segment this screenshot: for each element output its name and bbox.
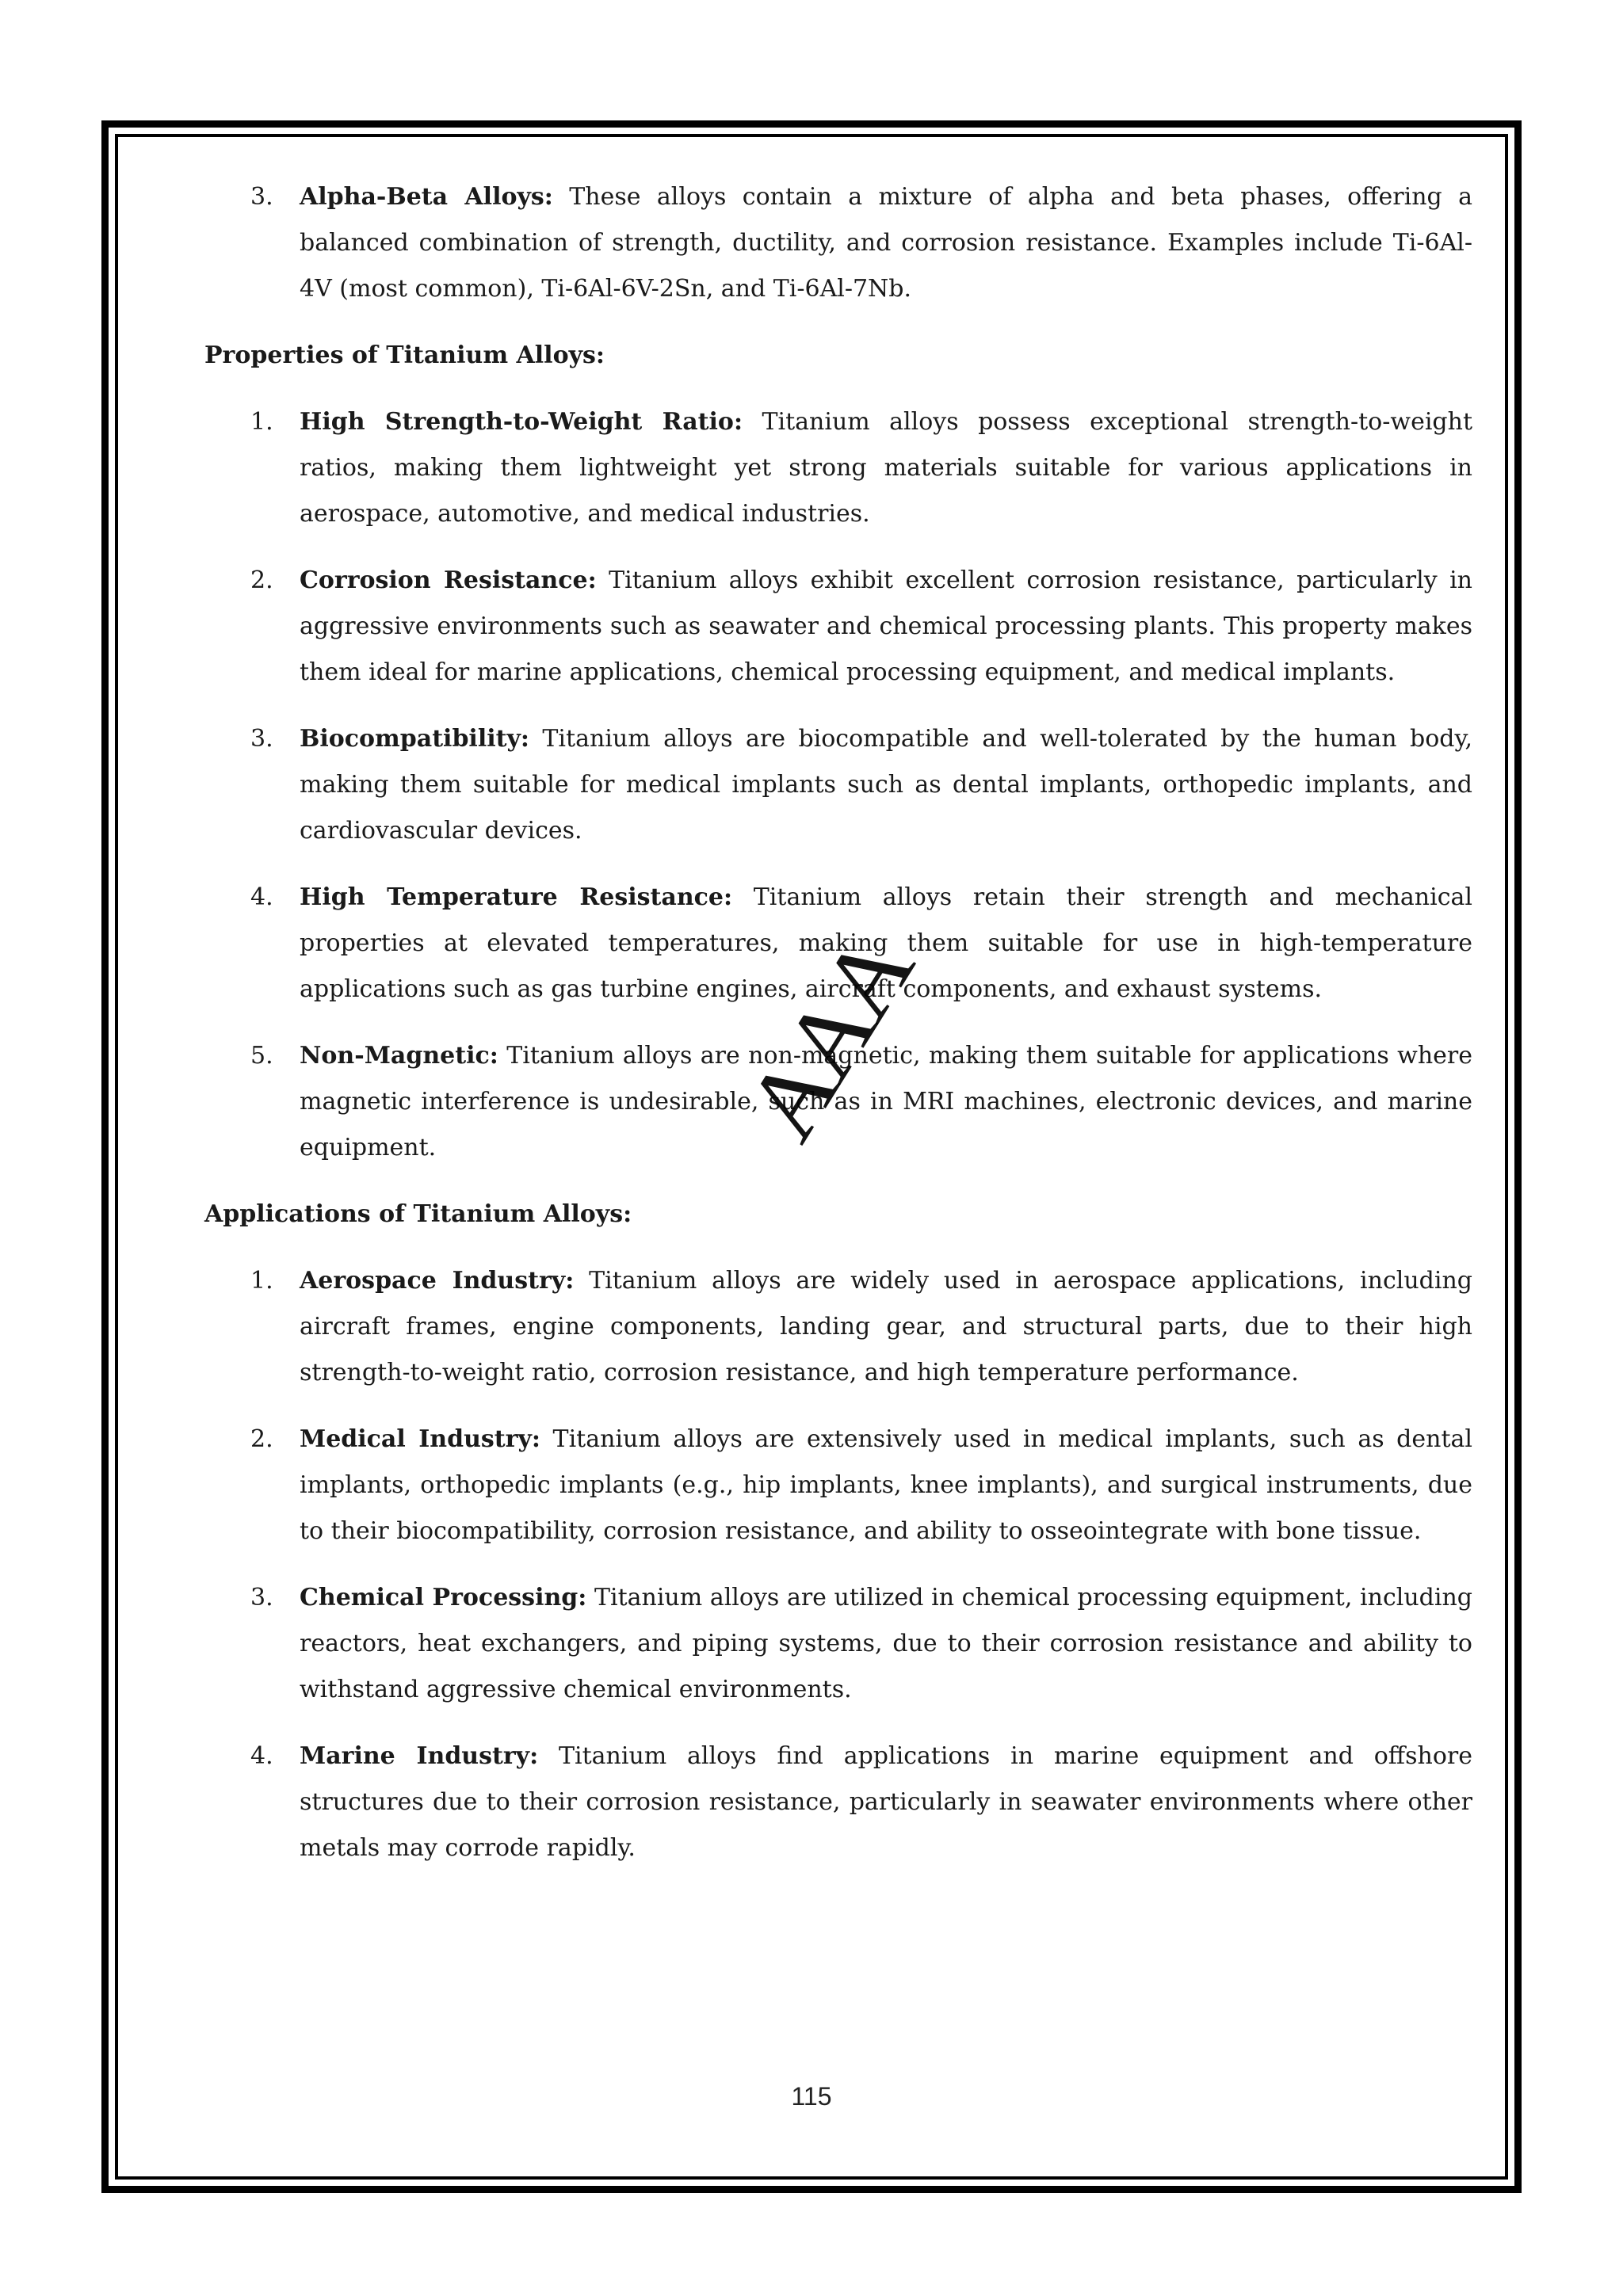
item-term: Medical Industry:	[300, 1425, 540, 1453]
item-text: Titanium alloys are utilized in chemical processing equipment, including reactors, heat exchangers, and piping systems, due to their corrosion resistance and ability to withstand aggressive chemical environments.	[300, 1584, 1472, 1703]
item-text: Titanium alloys retain their strength and mechanical properties at elevated temperatures, making them suitable for use in high-temperature applications such as gas turbine engines, aircraft components, and exhaust systems.	[300, 883, 1473, 1003]
watermark: AAA	[724, 917, 935, 1159]
list-number: 3.	[250, 183, 273, 211]
item-text: Titanium alloys are biocompatible and well-tolerated by the human body, making them suitable for medical implants such as dental implants, orthopedic implants, and cardiovascular devices.	[300, 725, 1472, 845]
item-text: Titanium alloys are non-magnetic, making them suitable for applications where magnetic interference is undesirable, such as in MRI machines, electronic devices, and marine equipment.	[300, 1042, 1472, 1161]
item-term: Biocompatibility:	[300, 725, 529, 753]
section-heading-properties: Properties of Titanium Alloys:	[204, 341, 605, 369]
property-item	[204, 558, 1472, 696]
item-term: High Temperature Resistance:	[300, 883, 733, 911]
page-number: 115	[791, 2082, 832, 2111]
item-text: Titanium alloys possess exceptional strength-to-weight ratios, making them lightweight yet strong materials suitable for various applications in aerospace, automotive, and medical industries.	[300, 408, 1472, 528]
item-term: Aerospace Industry:	[300, 1267, 575, 1295]
list-number: 4.	[250, 883, 273, 911]
item-term: Chemical Processing:	[300, 1584, 587, 1611]
list-number: 3.	[250, 725, 273, 753]
item-term: Corrosion Resistance:	[300, 566, 597, 594]
item-text: Titanium alloys are widely used in aerospace applications, including aircraft frames, engine components, landing gear, and structural parts, due to their high strength-to-weight ratio, corrosion resistance, and high temperature performance.	[300, 1267, 1472, 1386]
list-number: 5.	[250, 1042, 273, 1070]
list-number: 2.	[250, 1425, 273, 1453]
item-text: Titanium alloys are extensively used in medical implants, such as dental implants, orthopedic implants (e.g., hip implants, knee implants), and surgical instruments, due to their biocompatibility, corrosion resistance, and ability to osseointegrate with bone tissue.	[300, 1425, 1472, 1545]
list-number: 1.	[250, 408, 273, 436]
alloy-type-item	[204, 174, 1472, 312]
application-item	[204, 1417, 1472, 1554]
item-text: Titanium alloys find applications in marine equipment and offshore structures due to their corrosion resistance, particularly in seawater environments where other metals may corrode rapidly.	[300, 1742, 1472, 1862]
item-term: Alpha-Beta Alloys:	[300, 183, 553, 211]
item-text: Titanium alloys exhibit excellent corrosion resistance, particularly in aggressive environments such as seawater and chemical processing plants. This property makes them ideal for marine applications, chemical processing equipment, and medical implants.	[300, 566, 1472, 686]
application-item	[204, 1733, 1472, 1871]
list-number: 4.	[250, 1742, 273, 1770]
item-term: Marine Industry:	[300, 1742, 539, 1770]
item-text: These alloys contain a mixture of alpha and beta phases, offering a balanced combination of strength, ductility, and corrosion resistance. Examples include Ti-6Al-4V (most common), Ti-6Al-6V-2Sn, and Ti-6Al-7Nb.	[300, 183, 1473, 303]
list-number: 3.	[250, 1584, 273, 1611]
list-number: 1.	[250, 1267, 273, 1295]
application-item	[204, 1575, 1472, 1713]
list-number: 2.	[250, 566, 273, 594]
property-item	[204, 399, 1472, 537]
item-term: High Strength-to-Weight Ratio:	[300, 408, 743, 436]
item-term: Non-Magnetic:	[300, 1042, 498, 1070]
application-item	[204, 1258, 1472, 1396]
section-heading-applications: Applications of Titanium Alloys:	[204, 1200, 632, 1228]
property-item	[204, 716, 1472, 854]
